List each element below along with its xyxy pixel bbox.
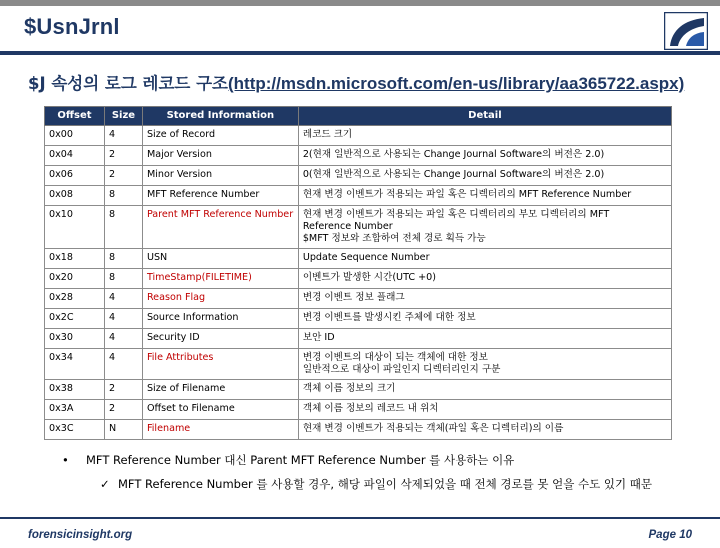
- cell-stored-information: Size of Filename: [142, 380, 298, 400]
- cell-detail: [298, 309, 671, 329]
- table-row: [45, 380, 672, 400]
- cell-stored-information: Offset to Filename: [142, 400, 298, 420]
- detail-line: $MFT 정보와 조합하여 전체 경로 획득 가능: [302, 233, 486, 244]
- cell-detail: [298, 349, 671, 380]
- cell-size: 4: [104, 126, 142, 146]
- cell-offset: 0x08: [45, 186, 105, 206]
- cell-detail: [298, 186, 671, 206]
- cell-stored-information: Reason Flag: [142, 289, 298, 309]
- detail-line: 2(현재 일반적으로 사용되는 Change Journal Software의 버전은 2.0): [302, 149, 605, 160]
- table-row: [45, 289, 672, 309]
- cell-offset: 0x00: [45, 126, 105, 146]
- header-offset: Offset: [45, 107, 105, 126]
- cell-stored-information: Minor Version: [142, 166, 298, 186]
- cell-size: 2: [104, 146, 142, 166]
- cell-detail: [298, 420, 671, 440]
- cell-size: 8: [104, 186, 142, 206]
- cell-stored-information: Parent MFT Reference Number: [142, 206, 298, 249]
- cell-stored-information: Security ID: [142, 329, 298, 349]
- footer-page-number: Page 10: [648, 529, 692, 541]
- cell-size: 2: [104, 166, 142, 186]
- cell-detail: [298, 380, 671, 400]
- cell-offset: 0x34: [45, 349, 105, 380]
- cell-size: 8: [104, 249, 142, 269]
- cell-offset: 0x10: [45, 206, 105, 249]
- cell-size: 8: [104, 269, 142, 289]
- cell-offset: 0x3A: [45, 400, 105, 420]
- detail-line: 변경 이벤트를 발생시킨 주체에 대한 정보: [302, 312, 476, 323]
- cell-offset: 0x06: [45, 166, 105, 186]
- detail-line: 레코드 크기: [302, 129, 353, 140]
- footer-rule: [0, 517, 720, 519]
- table-row: [45, 420, 672, 440]
- table-row: [45, 269, 672, 289]
- cell-stored-information: Filename: [142, 420, 298, 440]
- cell-size: 4: [104, 329, 142, 349]
- detail-line: 현재 변경 이벤트가 적용되는 파일 혹은 디렉터리의 MFT Reference Number: [302, 189, 632, 200]
- detail-line: 이벤트가 발생한 시간(UTC +0): [302, 272, 437, 283]
- cell-detail: [298, 400, 671, 420]
- cell-offset: 0x20: [45, 269, 105, 289]
- table-row: [45, 126, 672, 146]
- table-row: [45, 206, 672, 249]
- header-detail: Detail: [298, 107, 671, 126]
- forensicinsight-logo-icon: [664, 12, 708, 50]
- usn-record-table: [44, 106, 672, 440]
- cell-stored-information: Source Information: [142, 309, 298, 329]
- bullet-dot: •: [62, 453, 69, 467]
- detail-line: Update Sequence Number: [302, 252, 430, 263]
- table-row: [45, 186, 672, 206]
- table-row: [45, 309, 672, 329]
- bullet-main: [62, 452, 514, 468]
- bullet-main-text: MFT Reference Number 대신 Parent MFT Reference Number 를 사용하는 이유: [86, 453, 515, 467]
- detail-line: 현재 변경 이벤트가 적용되는 파일 혹은 디렉터리의 부모 디렉터리의 MFT: [302, 209, 610, 220]
- cell-stored-information: USN: [142, 249, 298, 269]
- cell-size: N: [104, 420, 142, 440]
- detail-line: 0(현재 일반적으로 사용되는 Change Journal Software의 버전은 2.0): [302, 169, 605, 180]
- detail-line: Reference Number: [302, 221, 393, 232]
- msdn-link[interactable]: (http://msdn.microsoft.com/en-us/library/aa365722.aspx): [228, 74, 685, 93]
- title-rule: [0, 51, 720, 55]
- bullet-sub: [100, 476, 652, 492]
- table-row: [45, 329, 672, 349]
- table-row: [45, 146, 672, 166]
- detail-line: 일반적으로 대상이 파일인지 디렉터리인지 구분: [302, 364, 501, 375]
- cell-detail: [298, 329, 671, 349]
- cell-stored-information: MFT Reference Number: [142, 186, 298, 206]
- cell-detail: [298, 126, 671, 146]
- subtitle-text: $J 속성의 로그 레코드 구조: [28, 74, 228, 93]
- cell-offset: 0x2C: [45, 309, 105, 329]
- header-stored-information: Stored Information: [142, 107, 298, 126]
- slide-title: $UsnJrnl: [24, 14, 120, 39]
- top-bar: [0, 0, 720, 6]
- cell-stored-information: Size of Record: [142, 126, 298, 146]
- table-row: [45, 400, 672, 420]
- cell-size: 8: [104, 206, 142, 249]
- cell-offset: 0x30: [45, 329, 105, 349]
- cell-detail: [298, 206, 671, 249]
- cell-detail: [298, 269, 671, 289]
- cell-detail: [298, 249, 671, 269]
- cell-offset: 0x18: [45, 249, 105, 269]
- table-row: [45, 166, 672, 186]
- subtitle: [28, 70, 684, 94]
- detail-line: 변경 이벤트의 대상이 되는 객체에 대한 정보: [302, 352, 488, 363]
- detail-line: 변경 이벤트 정보 플래그: [302, 292, 405, 303]
- header-size: Size: [104, 107, 142, 126]
- cell-offset: 0x28: [45, 289, 105, 309]
- cell-size: 4: [104, 309, 142, 329]
- cell-size: 4: [104, 349, 142, 380]
- check-icon: ✓: [100, 477, 110, 491]
- cell-stored-information: TimeStamp(FILETIME): [142, 269, 298, 289]
- cell-detail: [298, 166, 671, 186]
- detail-line: 현재 변경 이벤트가 적용되는 객체(파일 혹은 디렉터리)의 이름: [302, 423, 564, 434]
- bullet-sub-text: MFT Reference Number 를 사용할 경우, 해당 파일이 삭제되었을 때 전체 경로를 못 얻을 수도 있기 때문: [118, 477, 652, 491]
- cell-stored-information: File Attributes: [142, 349, 298, 380]
- detail-line: 객체 이름 정보의 레코드 내 위치: [302, 403, 439, 414]
- cell-size: 2: [104, 400, 142, 420]
- footer-site: forensicinsight.org: [28, 529, 133, 541]
- table-header-row: [45, 107, 672, 126]
- cell-stored-information: Major Version: [142, 146, 298, 166]
- cell-detail: [298, 289, 671, 309]
- table-row: [45, 249, 672, 269]
- cell-size: 4: [104, 289, 142, 309]
- cell-offset: 0x3C: [45, 420, 105, 440]
- cell-offset: 0x38: [45, 380, 105, 400]
- cell-size: 2: [104, 380, 142, 400]
- cell-detail: [298, 146, 671, 166]
- detail-line: 객체 이름 정보의 크기: [302, 383, 396, 394]
- cell-offset: 0x04: [45, 146, 105, 166]
- table-row: [45, 349, 672, 380]
- detail-line: 보안 ID: [302, 332, 335, 343]
